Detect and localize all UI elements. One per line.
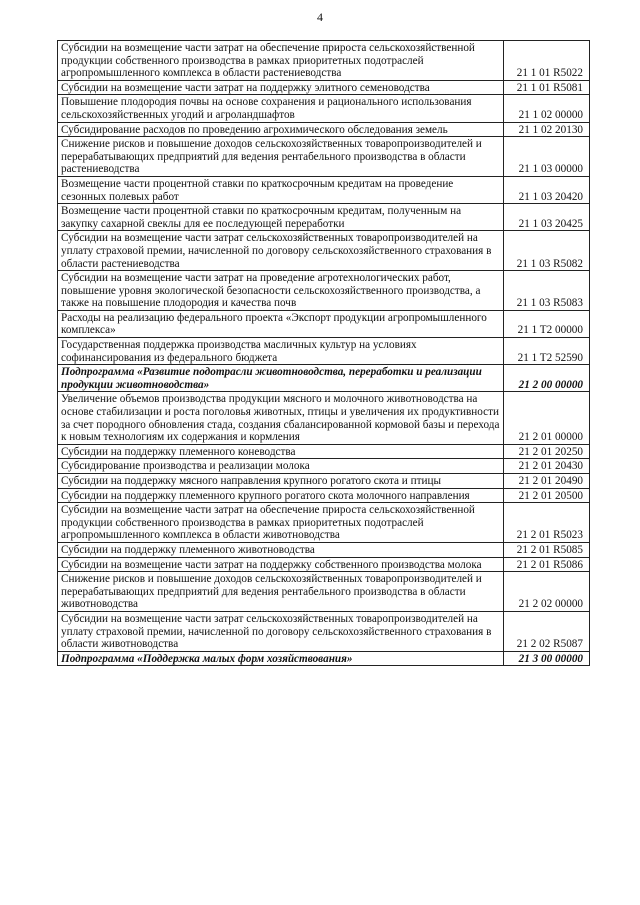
table-row [58, 95, 590, 122]
subprogram-row [58, 651, 590, 666]
expense-name-cell: Расходы на реализацию федерального проекта «Экспорт продукции агропромышленного комплекса» [58, 310, 504, 337]
table-row [58, 137, 590, 177]
target-code-cell: 21 2 02 00000 [504, 572, 590, 612]
expense-name-cell: Возмещение части процентной ставки по краткосрочным кредитам, полученным на закупку сахарной свеклы для ее последующей переработки [58, 204, 504, 231]
table-row [58, 176, 590, 203]
expense-name-cell: Субсидии на возмещение части затрат на обеспечение прироста сельскохозяйственной продукции собственного производства в рамках приоритетных подотраслей агропромышленного комплекса в области животноводства [58, 503, 504, 543]
target-code-cell: 21 2 01 20250 [504, 444, 590, 459]
table-row [58, 392, 590, 444]
expense-name-cell: Субсидии на поддержку племенного коневодства [58, 444, 504, 459]
table-row [58, 122, 590, 137]
expense-name-cell: Возмещение части процентной ставки по краткосрочным кредитам на проведение сезонных полевых работ [58, 176, 504, 203]
target-code-cell: 21 2 02 R5087 [504, 611, 590, 651]
table-row [58, 557, 590, 572]
target-code-cell: 21 1 T2 00000 [504, 310, 590, 337]
target-code-cell: 21 2 01 R5085 [504, 542, 590, 557]
expense-name-cell: Субсидии на возмещение части затрат на проведение агротехнологических работ, повышение уровня экологической безопасности сельскохозяйственного производства, а также на повышение плодородия и качества почв [58, 271, 504, 311]
target-code-cell: 21 2 01 20430 [504, 459, 590, 474]
target-code-cell: 21 1 02 00000 [504, 95, 590, 122]
expense-name-cell: Подпрограмма «Развитие подотрасли животноводства, переработки и реализации продукции животноводства» [58, 365, 504, 392]
table-row [58, 459, 590, 474]
table-row [58, 503, 590, 543]
expense-name-cell: Снижение рисков и повышение доходов сельскохозяйственных товаропроизводителей и перерабатывающих предприятий для ведения рентабельного производства в области животноводства [58, 572, 504, 612]
target-code-cell: 21 1 03 R5082 [504, 231, 590, 271]
target-code-cell: 21 2 01 00000 [504, 392, 590, 444]
expense-name-cell: Увеличение объемов производства продукции мясного и молочного животноводства на основе стабилизации и роста поголовья животных, птицы и увеличения их продуктивности за счет породного обновления стада, создания сбалансированной кормовой базы и перехода к новым технологиям их содержания и кормления [58, 392, 504, 444]
table-body [58, 41, 590, 666]
table-row [58, 310, 590, 337]
target-code-cell: 21 2 01 R5086 [504, 557, 590, 572]
expense-name-cell: Субсидии на поддержку мясного направления крупного рогатого скота и птицы [58, 474, 504, 489]
target-code-cell: 21 3 00 00000 [504, 651, 590, 666]
expense-name-cell: Субсидии на возмещение части затрат сельскохозяйственных товаропроизводителей на уплату страховой премии, начисленной по договору сельскохозяйственного страхования в области растениеводства [58, 231, 504, 271]
expense-name-cell: Повышение плодородия почвы на основе сохранения и рационального использования сельскохозяйственных угодий и агроландшафтов [58, 95, 504, 122]
expense-name-cell: Подпрограмма «Поддержка малых форм хозяйствования» [58, 651, 504, 666]
expense-name-cell: Субсидирование производства и реализации молока [58, 459, 504, 474]
target-code-cell: 21 1 02 20130 [504, 122, 590, 137]
target-code-cell: 21 1 03 R5083 [504, 271, 590, 311]
target-code-cell: 21 2 01 20500 [504, 488, 590, 503]
target-code-cell: 21 2 01 20490 [504, 474, 590, 489]
table-row [58, 41, 590, 81]
target-code-cell: 21 2 00 00000 [504, 365, 590, 392]
expense-name-cell: Субсидии на возмещение части затрат сельскохозяйственных товаропроизводителей на уплату страховой премии, начисленной по договору сельскохозяйственного страхования в области животноводства [58, 611, 504, 651]
target-code-cell: 21 1 T2 52590 [504, 338, 590, 365]
target-code-cell: 21 1 03 20425 [504, 204, 590, 231]
expense-name-cell: Субсидии на возмещение части затрат на поддержку элитного семеноводства [58, 80, 504, 95]
expense-name-cell: Субсидии на поддержку племенного крупного рогатого скота молочного направления [58, 488, 504, 503]
table-row [58, 204, 590, 231]
table-row [58, 444, 590, 459]
expense-name-cell: Субсидии на возмещение части затрат на поддержку собственного производства молока [58, 557, 504, 572]
table-row [58, 572, 590, 612]
expense-name-cell: Субсидии на возмещение части затрат на обеспечение прироста сельскохозяйственной продукции собственного производства в рамках приоритетных подотраслей агропромышленного комплекса в области растениеводства [58, 41, 504, 81]
target-code-cell: 21 1 01 R5022 [504, 41, 590, 81]
target-code-cell: 21 1 03 20420 [504, 176, 590, 203]
table-row [58, 80, 590, 95]
table-row [58, 231, 590, 271]
page-number: 4 [317, 10, 323, 24]
budget-classification-table [57, 40, 590, 666]
expense-name-cell: Государственная поддержка производства масличных культур на условиях софинансирования из федерального бюджета [58, 338, 504, 365]
table-row [58, 338, 590, 365]
table-row [58, 271, 590, 311]
expense-name-cell: Снижение рисков и повышение доходов сельскохозяйственных товаропроизводителей и перерабатывающих предприятий для ведения рентабельного производства в области растениеводства [58, 137, 504, 177]
table-row [58, 488, 590, 503]
table-row [58, 542, 590, 557]
table-row [58, 474, 590, 489]
subprogram-row [58, 365, 590, 392]
target-code-cell: 21 2 01 R5023 [504, 503, 590, 543]
target-code-cell: 21 1 03 00000 [504, 137, 590, 177]
expense-name-cell: Субсидии на поддержку племенного животноводства [58, 542, 504, 557]
table-row [58, 611, 590, 651]
expense-name-cell: Субсидирование расходов по проведению агрохимического обследования земель [58, 122, 504, 137]
target-code-cell: 21 1 01 R5081 [504, 80, 590, 95]
